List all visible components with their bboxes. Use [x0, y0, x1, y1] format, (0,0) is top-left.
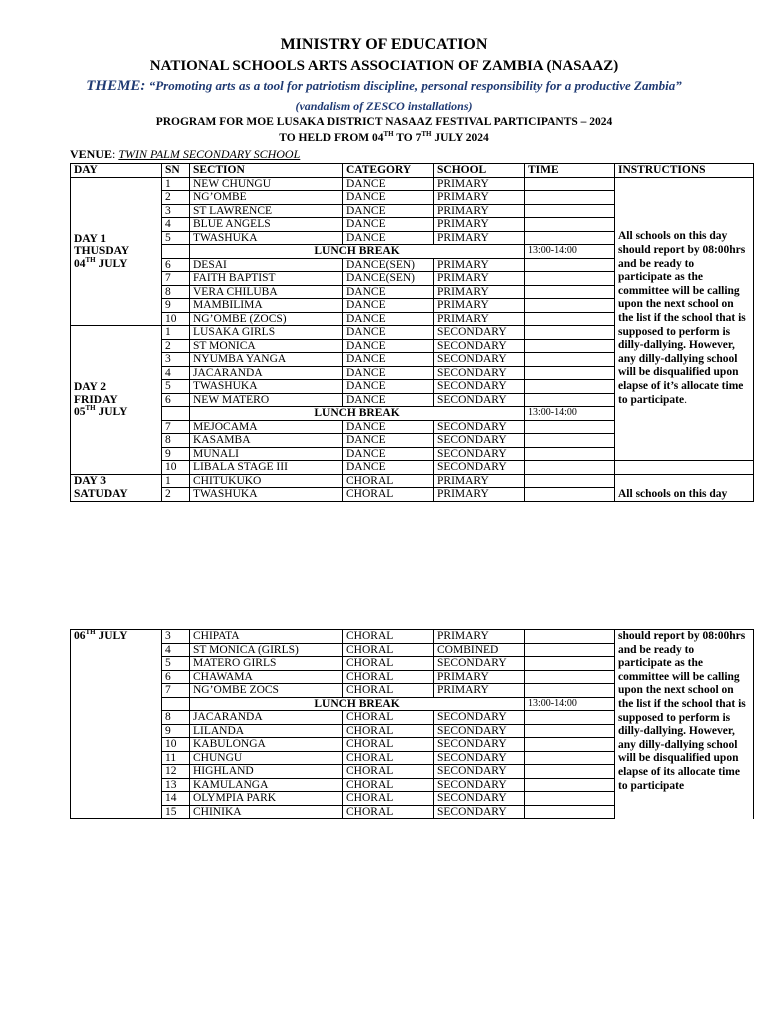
category-cell: DANCE [343, 420, 434, 434]
time-cell [525, 670, 615, 684]
school-cell: SECONDARY [434, 711, 525, 725]
school-cell: SECONDARY [434, 751, 525, 765]
sn-cell: 1 [162, 177, 190, 191]
time-cell [525, 765, 615, 779]
school-cell: PRIMARY [434, 299, 525, 313]
category-cell: CHORAL [343, 670, 434, 684]
section-cell: NEW MATERO [190, 393, 343, 407]
category-cell: DANCE [343, 326, 434, 340]
school-cell: SECONDARY [434, 420, 525, 434]
school-cell: PRIMARY [434, 204, 525, 218]
venue-value: TWIN PALM SECONDARY SCHOOL [118, 147, 301, 161]
section-cell: HIGHLAND [190, 765, 343, 779]
time-cell [525, 204, 615, 218]
day2-label: DAY 2 FRIDAY 05TH JULY [71, 326, 162, 475]
time-cell [525, 299, 615, 313]
instructions-day1-2: All schools on this day should report by 08:00hrs and be ready to participate as the committee will be calling upon the next school on the list if the school that is supposed to perform is dilly-dallying. However, any dilly-dallying school will be disqualified upon elapse of it’s allocate time to participate. [615, 177, 754, 461]
theme-label: THEME: [86, 78, 146, 94]
section-cell: TWASHUKA [190, 488, 343, 502]
column-header: TIME [525, 164, 615, 178]
section-cell: LUSAKA GIRLS [190, 326, 343, 340]
section-cell: CHIPATA [190, 630, 343, 644]
time-cell [525, 738, 615, 752]
sn-cell: 8 [162, 434, 190, 448]
lunch-time: 13:00-14:00 [525, 407, 615, 421]
sn-cell: 15 [162, 805, 190, 819]
time-cell [525, 353, 615, 367]
sn-cell: 14 [162, 792, 190, 806]
category-cell: DANCE [343, 393, 434, 407]
lunch-label: LUNCH BREAK [190, 245, 525, 259]
section-cell: FAITH BAPTIST [190, 272, 343, 286]
time-cell [525, 724, 615, 738]
time-cell [525, 177, 615, 191]
lunch-time: 13:00-14:00 [525, 697, 615, 711]
category-cell: CHORAL [343, 488, 434, 502]
time-cell [525, 684, 615, 698]
category-cell: DANCE [343, 461, 434, 475]
program-dates: TO HELD FROM 04TH TO 7TH JULY 2024 [279, 130, 489, 144]
time-cell [525, 258, 615, 272]
time-cell [525, 366, 615, 380]
school-cell: SECONDARY [434, 434, 525, 448]
column-header: SN [162, 164, 190, 178]
time-cell [525, 380, 615, 394]
time-cell [525, 792, 615, 806]
time-cell [525, 474, 615, 488]
column-header: SECTION [190, 164, 343, 178]
sn-cell: 2 [162, 191, 190, 205]
lunch-sn-cell [162, 245, 190, 259]
school-cell: PRIMARY [434, 474, 525, 488]
association-title: NATIONAL SCHOOLS ARTS ASSOCIATION OF ZAMBIA (NASAAZ) [149, 58, 619, 74]
day3-label: DAY 3 SATUDAY [71, 474, 162, 501]
sn-cell: 6 [162, 670, 190, 684]
lunch-sn-cell [162, 407, 190, 421]
instructions-empty-cell [615, 461, 754, 475]
section-cell: CHINIKA [190, 805, 343, 819]
column-header: DAY [71, 164, 162, 178]
sn-cell: 3 [162, 630, 190, 644]
sn-cell: 12 [162, 765, 190, 779]
sn-cell: 6 [162, 393, 190, 407]
school-cell: SECONDARY [434, 366, 525, 380]
school-cell: PRIMARY [434, 670, 525, 684]
category-cell: DANCE [343, 191, 434, 205]
sn-cell: 4 [162, 366, 190, 380]
category-cell: DANCE [343, 339, 434, 353]
time-cell [525, 191, 615, 205]
school-cell: SECONDARY [434, 657, 525, 671]
category-cell: DANCE [343, 177, 434, 191]
school-cell: PRIMARY [434, 684, 525, 698]
sn-cell: 13 [162, 778, 190, 792]
instructions-day3-start: All schools on this day [615, 474, 754, 501]
category-cell: DANCE [343, 312, 434, 326]
school-cell: SECONDARY [434, 738, 525, 752]
sn-cell: 1 [162, 326, 190, 340]
sn-cell: 5 [162, 380, 190, 394]
sn-cell: 10 [162, 461, 190, 475]
section-cell: MEJOCAMA [190, 420, 343, 434]
sn-cell: 9 [162, 724, 190, 738]
category-cell: DANCE [343, 434, 434, 448]
lunch-label: LUNCH BREAK [190, 697, 525, 711]
category-cell: CHORAL [343, 805, 434, 819]
column-header: CATEGORY [343, 164, 434, 178]
lunch-sn-cell [162, 697, 190, 711]
time-cell [525, 312, 615, 326]
school-cell: PRIMARY [434, 177, 525, 191]
section-cell: CHUNGU [190, 751, 343, 765]
section-cell: CHAWAMA [190, 670, 343, 684]
category-cell: DANCE [343, 366, 434, 380]
category-cell: CHORAL [343, 684, 434, 698]
lunch-label: LUNCH BREAK [190, 407, 525, 421]
category-cell: CHORAL [343, 630, 434, 644]
theme-line [0, 78, 768, 95]
schedule-table-page1 [70, 163, 754, 502]
section-cell: DESAI [190, 258, 343, 272]
category-cell: CHORAL [343, 711, 434, 725]
table-row [71, 630, 754, 644]
instructions-day3: should report by 08:00hrs and be ready to participate as the committee will be calling upon the next school on the list if the school that is supposed to perform is dilly-dallying. However, any dilly-dallying school will be disqualified upon elapse of its allocate time to participate [615, 630, 754, 819]
theme-subtitle: (vandalism of ZESCO installations) [295, 99, 473, 113]
section-cell: VERA CHILUBA [190, 285, 343, 299]
table-row [71, 177, 754, 191]
section-cell: NYUMBA YANGA [190, 353, 343, 367]
schedule-table-page2 [70, 629, 754, 819]
time-cell [525, 326, 615, 340]
category-cell: DANCE [343, 447, 434, 461]
school-cell: PRIMARY [434, 488, 525, 502]
sn-cell: 7 [162, 684, 190, 698]
sn-cell: 2 [162, 339, 190, 353]
section-cell: MATERO GIRLS [190, 657, 343, 671]
sn-cell: 4 [162, 643, 190, 657]
school-cell: SECONDARY [434, 765, 525, 779]
school-cell: SECONDARY [434, 339, 525, 353]
program-title: PROGRAM FOR MOE LUSAKA DISTRICT NASAAZ FESTIVAL PARTICIPANTS – 2024 [155, 116, 613, 128]
section-cell: LIBALA STAGE III [190, 461, 343, 475]
school-cell: SECONDARY [434, 326, 525, 340]
section-cell: MUNALI [190, 447, 343, 461]
time-cell [525, 434, 615, 448]
school-cell: SECONDARY [434, 778, 525, 792]
school-cell: PRIMARY [434, 272, 525, 286]
category-cell: DANCE [343, 285, 434, 299]
ministry-title: MINISTRY OF EDUCATION [280, 36, 488, 53]
section-cell: NEW CHUNGU [190, 177, 343, 191]
section-cell: MAMBILIMA [190, 299, 343, 313]
category-cell: DANCE [343, 380, 434, 394]
sn-cell: 9 [162, 299, 190, 313]
time-cell [525, 657, 615, 671]
section-cell: NG’OMBE [190, 191, 343, 205]
school-cell: SECONDARY [434, 447, 525, 461]
school-cell: SECONDARY [434, 792, 525, 806]
time-cell [525, 461, 615, 475]
sn-cell: 11 [162, 751, 190, 765]
time-cell [525, 393, 615, 407]
category-cell: DANCE [343, 299, 434, 313]
category-cell: CHORAL [343, 657, 434, 671]
school-cell: SECONDARY [434, 805, 525, 819]
time-cell [525, 285, 615, 299]
school-cell: PRIMARY [434, 218, 525, 232]
time-cell [525, 231, 615, 245]
school-cell: PRIMARY [434, 231, 525, 245]
column-header: SCHOOL [434, 164, 525, 178]
theme-text: “Promoting arts as a tool for patriotism discipline, personal responsibility for a productive Zambia” [148, 78, 682, 93]
time-cell [525, 218, 615, 232]
school-cell: SECONDARY [434, 393, 525, 407]
sn-cell: 10 [162, 738, 190, 752]
sn-cell: 5 [162, 657, 190, 671]
category-cell: DANCE [343, 353, 434, 367]
section-cell: LILANDA [190, 724, 343, 738]
table-header-row [71, 164, 754, 178]
table-row [71, 474, 754, 488]
category-cell: DANCE [343, 231, 434, 245]
time-cell [525, 447, 615, 461]
day3-date: 06TH JULY [71, 630, 162, 819]
venue-line: VENUE: TWIN PALM SECONDARY SCHOOL [70, 147, 301, 161]
section-cell: KASAMBA [190, 434, 343, 448]
category-cell: CHORAL [343, 792, 434, 806]
sn-cell: 4 [162, 218, 190, 232]
time-cell [525, 711, 615, 725]
section-cell: JACARANDA [190, 366, 343, 380]
column-header: INSTRUCTIONS [615, 164, 754, 178]
sn-cell: 8 [162, 711, 190, 725]
time-cell [525, 805, 615, 819]
section-cell: KABULONGA [190, 738, 343, 752]
venue-label: VENUE [70, 147, 113, 161]
section-cell: ST MONICA [190, 339, 343, 353]
time-cell [525, 630, 615, 644]
table-row [71, 461, 754, 475]
category-cell: CHORAL [343, 751, 434, 765]
sn-cell: 10 [162, 312, 190, 326]
section-cell: NG’OMBE ZOCS [190, 684, 343, 698]
sn-cell: 5 [162, 231, 190, 245]
school-cell: PRIMARY [434, 191, 525, 205]
school-cell: SECONDARY [434, 461, 525, 475]
sn-cell: 8 [162, 285, 190, 299]
school-cell: PRIMARY [434, 285, 525, 299]
section-cell: KAMULANGA [190, 778, 343, 792]
sn-cell: 2 [162, 488, 190, 502]
sn-cell: 3 [162, 353, 190, 367]
school-cell: SECONDARY [434, 353, 525, 367]
lunch-time: 13:00-14:00 [525, 245, 615, 259]
category-cell: DANCE [343, 204, 434, 218]
section-cell: BLUE ANGELS [190, 218, 343, 232]
time-cell [525, 643, 615, 657]
category-cell: CHORAL [343, 474, 434, 488]
time-cell [525, 339, 615, 353]
sn-cell: 7 [162, 420, 190, 434]
section-cell: TWASHUKA [190, 231, 343, 245]
day1-label: DAY 1 THUSDAY 04TH JULY [71, 177, 162, 326]
school-cell: PRIMARY [434, 630, 525, 644]
category-cell: CHORAL [343, 778, 434, 792]
section-cell: CHITUKUKO [190, 474, 343, 488]
section-cell: NG’OMBE (ZOCS) [190, 312, 343, 326]
category-cell: CHORAL [343, 724, 434, 738]
category-cell: DANCE(SEN) [343, 272, 434, 286]
school-cell: SECONDARY [434, 724, 525, 738]
category-cell: CHORAL [343, 738, 434, 752]
sn-cell: 9 [162, 447, 190, 461]
time-cell [525, 272, 615, 286]
school-cell: SECONDARY [434, 380, 525, 394]
category-cell: DANCE [343, 218, 434, 232]
school-cell: PRIMARY [434, 258, 525, 272]
school-cell: PRIMARY [434, 312, 525, 326]
category-cell: CHORAL [343, 643, 434, 657]
section-cell: ST MONICA (GIRLS) [190, 643, 343, 657]
time-cell [525, 751, 615, 765]
sn-cell: 1 [162, 474, 190, 488]
time-cell [525, 488, 615, 502]
sn-cell: 3 [162, 204, 190, 218]
time-cell [525, 420, 615, 434]
time-cell [525, 778, 615, 792]
sn-cell: 6 [162, 258, 190, 272]
category-cell: CHORAL [343, 765, 434, 779]
school-cell: COMBINED [434, 643, 525, 657]
section-cell: JACARANDA [190, 711, 343, 725]
section-cell: ST LAWRENCE [190, 204, 343, 218]
section-cell: OLYMPIA PARK [190, 792, 343, 806]
sn-cell: 7 [162, 272, 190, 286]
section-cell: TWASHUKA [190, 380, 343, 394]
category-cell: DANCE(SEN) [343, 258, 434, 272]
